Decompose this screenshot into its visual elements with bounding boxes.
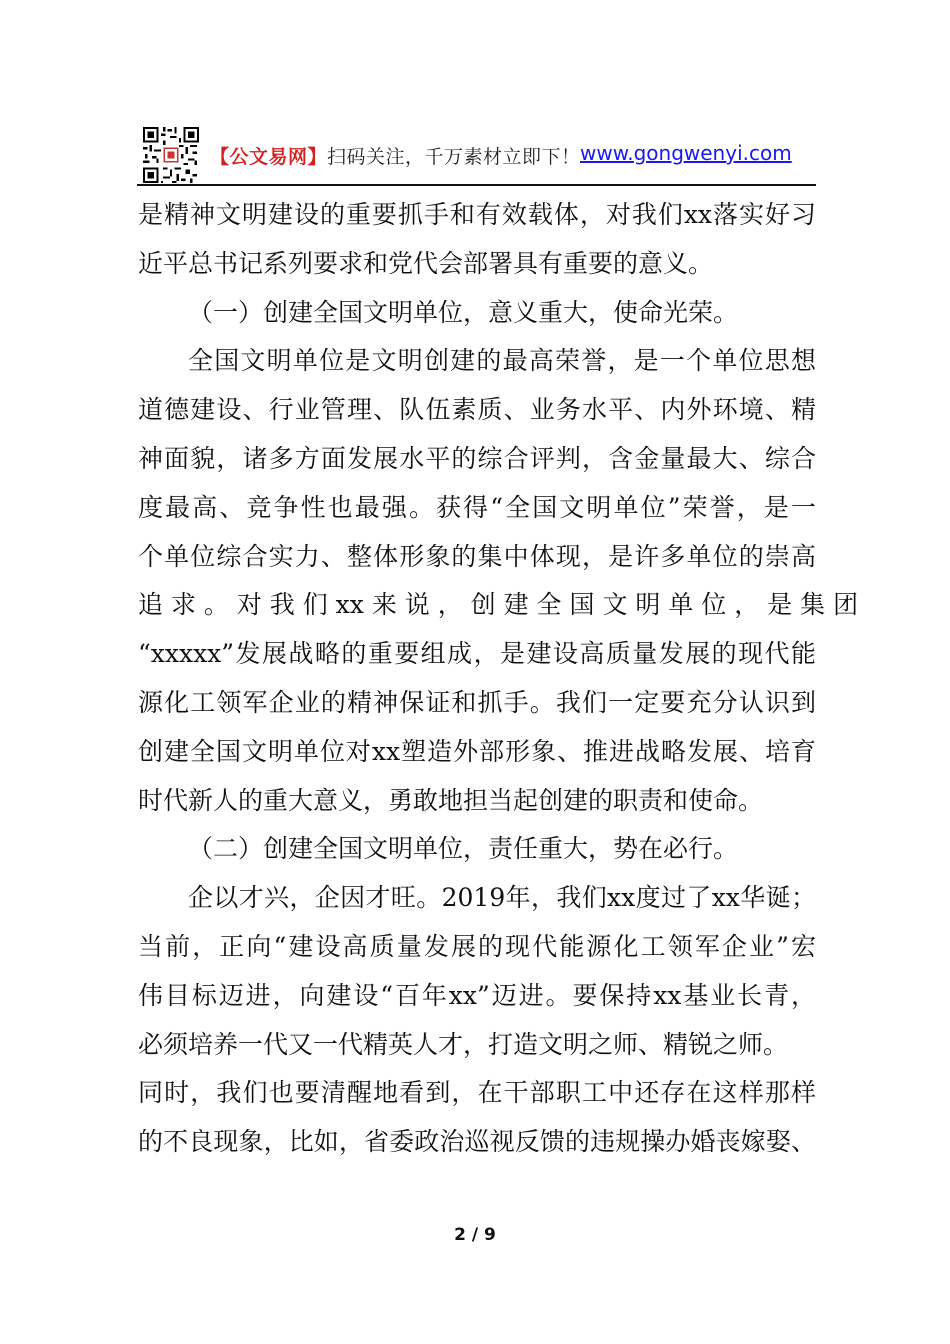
header-divider	[137, 184, 816, 186]
text-line: 时代新人的重大意义，勇敢地担当起创建的职责和使命。	[138, 785, 764, 815]
brand-name: 【公文易网】	[210, 146, 328, 168]
text-line: 源化工领军企业的精神保证和抓手。我们一定要充分认识到	[138, 687, 816, 717]
text-line: 伟目标迈进，向建设“百年xx”迈进。要保持xx基业长青，	[138, 980, 816, 1010]
text-line: 必须培养一代又一代精英人才，打造文明之师、精锐之师。	[138, 1029, 789, 1059]
text-line: 近平总书记系列要求和党代会部署具有重要的意义。	[138, 248, 714, 278]
text-line: 企以才兴，企因才旺。2019年，我们xx度过了xx华诞；	[188, 883, 816, 913]
text-line: 个单位综合实力、整体形象的集中体现，是许多单位的崇高	[138, 541, 816, 571]
text-line: 全国文明单位是文明创建的最高荣誉，是一个单位思想	[188, 346, 816, 376]
text-line: （二）创建全国文明单位，责任重大，势在必行。	[188, 834, 739, 864]
qr-code-icon	[143, 127, 199, 183]
text-line: 的不良现象，比如，省委政治巡视反馈的违规操办婚丧嫁娶、	[138, 1127, 816, 1157]
header-slogan: 扫码关注，千万素材立即下！	[327, 146, 581, 168]
text-line: 当前，正向“建设高质量发展的现代能源化工领军企业”宏	[138, 931, 816, 961]
document-body	[138, 191, 859, 1167]
text-line: 同时，我们也要清醒地看到，在干部职工中还存在这样那样	[138, 1078, 816, 1108]
text-line: 是精神文明建设的重要抓手和有效载体，对我们xx落实好习	[138, 200, 816, 229]
text-line: （一）创建全国文明单位，意义重大，使命光荣。	[188, 297, 739, 327]
header-text	[210, 142, 581, 169]
text-line: 追 求 。 对 我 们 xx 来 说 ， 创 建 全 国 文 明 单 位 ， 是 集 团	[138, 590, 859, 620]
text-line: “xxxxx”发展战略的重要组成，是建设高质量发展的现代能	[138, 639, 816, 669]
text-line: 创建全国文明单位对xx塑造外部形象、推进战略发展、培育	[138, 736, 816, 766]
page-number: 2 / 9	[454, 1225, 496, 1245]
text-line: 神面貌，诸多方面发展水平的综合评判，含金量最大、综合	[138, 443, 816, 473]
text-line: 道德建设、行业管理、队伍素质、业务水平、内外环境、精	[138, 395, 816, 425]
website-link[interactable]: www.gongwenyi.com	[580, 141, 792, 165]
page-header	[140, 124, 816, 186]
text-line: 度最高、竞争性也最强。获得“全国文明单位”荣誉，是一	[138, 492, 816, 522]
